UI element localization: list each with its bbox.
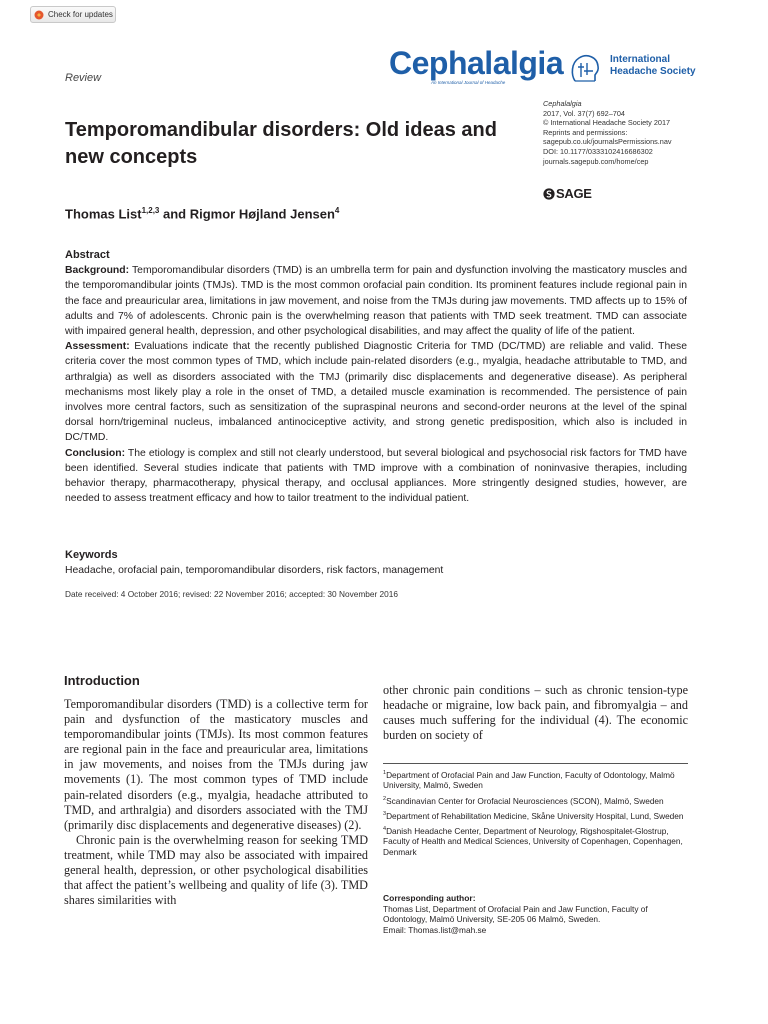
keywords <box>65 548 443 578</box>
abstract <box>65 248 687 506</box>
publisher-logo <box>543 186 592 201</box>
author-affiliation-ref: 1,2,3 <box>141 206 160 215</box>
author-affiliation-ref: 4 <box>334 206 340 215</box>
society-logo-icon <box>567 51 603 87</box>
body-paragraph: other chronic pain conditions – such as chronic tension-type headache or migraine, low back pain, and fibromyalgia – and causes much suffering for the individual (4). The economic burden on society of <box>383 683 688 743</box>
meta-doi[interactable]: DOI: 10.1177/0333102416686302 <box>543 146 653 156</box>
check-for-updates-label: Check for updates <box>48 10 113 19</box>
abstract-heading: Abstract <box>65 249 110 261</box>
abstract-background: Background: Temporomandibular disorders (TMD) is an umbrella term for pain and dysfunction involving the masticatory muscles and the temporomandibular joints (TMJs). TMD is the most common orofacial pain condition. Its prominent features include regional pain in the face and preauricular area, limitations in jaw movement, and noise from the TMJs during jaw movements. TMD affects up to 15% of adults and 7% of adolescents. Chronic pain is the overwhelming reason that patients with TMD seek treatment. TMD can associate with impaired general health, depression, and other psychological disabilities, and may affect the quality of life of the patient. <box>65 265 687 338</box>
meta-journal-link[interactable]: journals.sagepub.com/home/cep <box>543 156 649 166</box>
corresponding-address: Thomas List, Department of Orofacial Pain and Jaw Function, Faculty of Odontology, Malmö University, SE-205 06 Malmö, Sweden. <box>383 903 648 925</box>
meta-volume: 2017, Vol. 37(7) 692–704 <box>543 108 625 118</box>
corresponding-author <box>383 893 688 936</box>
keywords-list: Headache, orofacial pain, temporomandibular disorders, risk factors, management <box>65 565 444 576</box>
society-name: International Headache Society <box>610 54 696 77</box>
journal-tagline: An International Journal of Headache <box>431 80 506 85</box>
author-list: Thomas List$^{1,2,3}$ and Rigmor Højland Jensen$^4$ <box>65 206 340 222</box>
article-title: Temporomandibular disorders: Old ideas and new concepts <box>65 119 497 168</box>
footnote-divider <box>383 763 688 764</box>
journal-brand <box>389 45 699 95</box>
keywords-heading: Keywords <box>65 549 118 561</box>
article-metadata <box>543 99 672 166</box>
update-icon <box>34 10 44 20</box>
publisher-name: SAGE <box>556 186 592 201</box>
introduction-heading: Introduction <box>64 673 140 688</box>
meta-reprints: Reprints and permissions: <box>543 127 628 137</box>
corresponding-email[interactable]: Email: Thomas.list@mah.se <box>383 925 487 936</box>
affiliation-item: $^2$Scandinavian Center for Orofacial Neurosciences (SCON), Malmö, Sweden <box>383 795 664 806</box>
meta-reprints-link[interactable]: sagepub.co.uk/journalsPermissions.nav <box>543 137 672 147</box>
article-dates: Date received: 4 October 2016; revised: 22 November 2016; accepted: 30 November 2016 <box>65 589 398 599</box>
corresponding-heading: Corresponding author: <box>383 893 476 903</box>
body-paragraph: Temporomandibular disorders (TMD) is a collective term for pain and dysfunction of the masticatory muscles and temporomandibular joints (TMJs). Its most common features are regional pain in the face and preauricular area, limitations in jaw movements, and noises from the TMJs during jaw movements (1). The most common types of TMD include pain-related disorders (e.g., myalgia, headache attributed to TMD, and arthralgia) and disorders associated with the TMJ (primarily disc displacements and degenerative diseases) (2). <box>64 697 368 832</box>
abstract-conclusion: Conclusion: The etiology is complex and still not clearly understood, but several biological and psychosocial risk factors for TMD have been identified. Several studies indicate that patients with TMD improve with a combination of noninvasive therapies, including behavior therapy, pharmacotherapy, physical therapy, and occlusal appliances. More stringently designed studies, however, are needed to assess treatment efficacy and how to tailor treatment to the individual patient. <box>65 447 687 505</box>
check-for-updates-button[interactable] <box>30 6 116 23</box>
body-right-column <box>383 683 688 743</box>
body-left-column <box>64 673 368 908</box>
affiliations <box>383 763 688 860</box>
sage-logo-icon <box>543 188 555 200</box>
section-label: Review <box>65 72 102 84</box>
affiliation-item: $^1$Department of Orofacial Pain and Jaw Function, Faculty of Odontology, Malmö University, Malmö, Sweden <box>383 769 675 791</box>
meta-journal: Cephalalgia <box>543 99 582 108</box>
affiliation-item: $^4$Danish Headache Center, Department of Neurology, Rigshospitalet-Glostrup, Faculty of Health and Medical Sciences, University of Copenhagen, Copenhagen, Denmark <box>383 825 683 857</box>
body-paragraph: Chronic pain is the overwhelming reason for seeking TMD treatment, while TMD may also be associated with impaired general health, depression, or other psychological disabilities that affect the patient’s wellbeing and quality of life (3). TMD shares similarities with <box>64 832 368 908</box>
journal-name: Cephalalgia <box>389 45 564 81</box>
meta-copyright: © International Headache Society 2017 <box>543 118 671 128</box>
author-name[interactable]: Rigmor Højland Jensen <box>189 206 335 222</box>
abstract-assessment: Assessment: Evaluations indicate that the recently published Diagnostic Criteria for TMD (DC/TMD) are reliable and valid. These criteria cover the most common types of TMD, which include pain-related disorders (e.g., myalgia, headache attributable to TMD, and arthralgia) as well as disorders associated with the TMJ (primarily disc displacements and degenerative disease). As peripheral mechanisms most likely play a role in the onset of TMD, a detailed muscle examination is recommended. The persistence of pain involves more central factors, such as sensitization of the supraspinal neurons and second-order neurons at the level of the spinal dorsal horn/trigeminal nucleus, imbalanced antinociceptive activity, and strong genetic predisposition, which also is included in DC/TMD. <box>65 341 687 444</box>
affiliation-item: $^3$Department of Rehabilitation Medicine, Skåne University Hospital, Lund, Sweden <box>383 810 684 821</box>
author-name[interactable]: Thomas List <box>65 206 142 222</box>
